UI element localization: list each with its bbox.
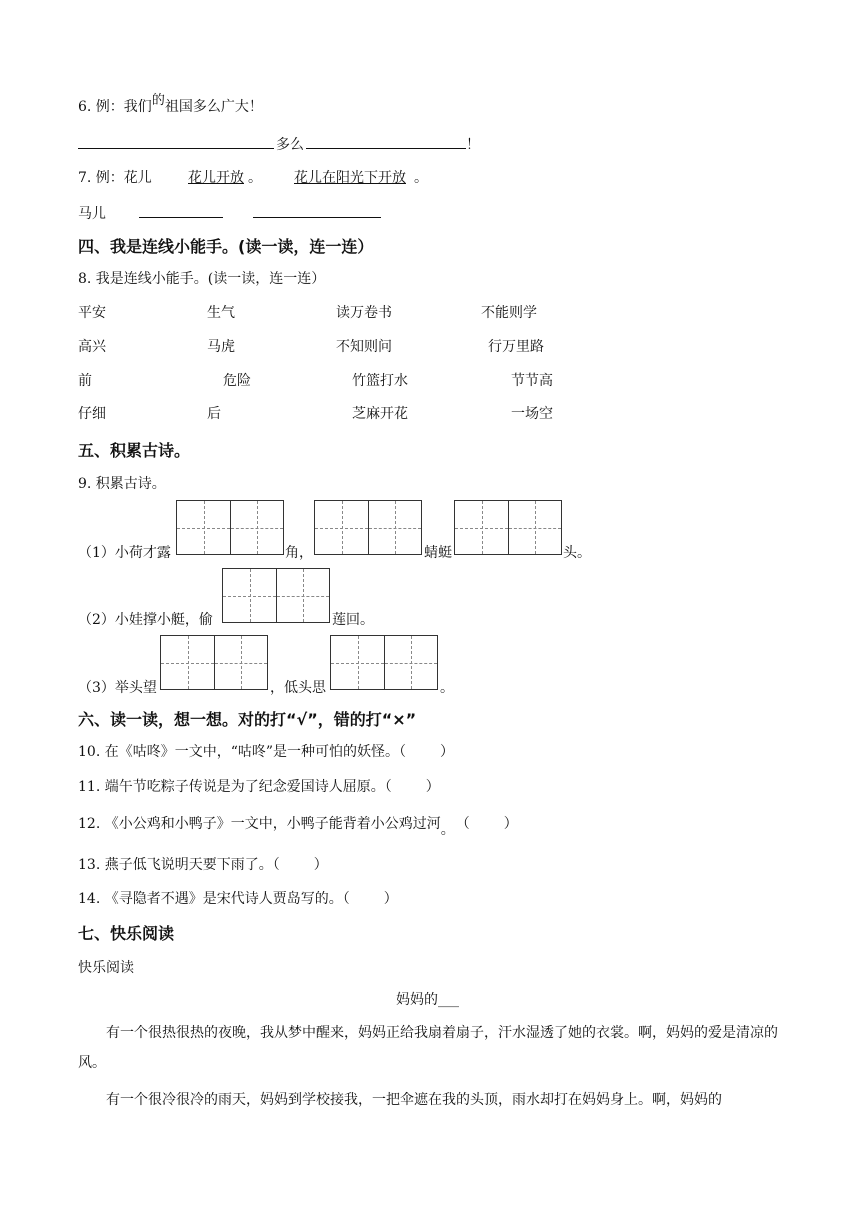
judgement-text: 13. 燕子低飞说明天要下雨了。（ [78,857,280,873]
section-6-heading: 六、读一读，想一想。对的打“√”，错的打“×” [78,710,417,729]
match-word[interactable]: 危险 [223,373,251,389]
tianzi-grid[interactable] [160,635,268,690]
poem-line-2-end: 莲回。 [332,612,374,628]
q7-example-2: 花儿在阳光下开放 [294,170,406,186]
q7-blank-1[interactable] [139,217,223,218]
q6-end-mark: ！ [466,137,480,153]
match-word[interactable]: 仔细 [78,406,106,422]
poem-line-1-end: 头。 [563,545,591,561]
match-word[interactable]: 读万卷书 [336,305,392,321]
judgement-text: 10. 在《咕咚》一文中，“咕咚”是一种可怕的妖怪。（ [78,744,407,760]
judgement-text: 11. 端午节吃粽子传说是为了纪念爱国诗人屈原。（ [78,779,392,795]
paren-close: ） [383,891,398,907]
q6-mid-text: 多么 [276,137,304,153]
paren-close: ） [503,816,518,832]
reading-title: 妈妈的___ [396,992,459,1008]
poem-line-3-mid: ，低头思 [270,680,326,696]
q6-blank-2[interactable] [306,148,466,149]
match-word[interactable]: 马虎 [207,339,235,355]
tianzi-grid[interactable] [454,500,562,555]
match-word[interactable]: 不能则学 [481,305,537,321]
q7-blank-2[interactable] [253,217,381,218]
tianzi-grid[interactable] [176,500,284,555]
q9-prompt: 9. 积累古诗。 [78,476,166,492]
tianzi-grid[interactable] [222,568,330,623]
q7-period-1: 。 [248,170,262,186]
q7-label: 7. 例：花儿 [78,170,152,186]
paren-close: ） [425,779,440,795]
tianzi-grid[interactable] [330,635,438,690]
q7-subject: 马儿 [78,206,106,222]
reading-paragraph-2: 有一个很冷很冷的雨天，妈妈到学校接我，一把伞遮在我的头顶，雨水却打在妈妈身上。啊，妈妈的 [106,1092,722,1108]
match-word[interactable]: 节节高 [511,373,553,389]
match-word[interactable]: 生气 [207,305,235,321]
match-word[interactable]: 平安 [78,305,106,321]
q7-period-2: 。 [414,170,428,186]
match-word[interactable]: 后 [207,406,221,422]
q6-superscript: 的 [151,93,165,108]
match-word[interactable]: 前 [78,373,92,389]
judgement-item [78,813,518,838]
q7-example-1: 花儿开放 [188,170,244,186]
q6-blank-1[interactable] [78,148,274,149]
paren-close: ） [440,744,455,760]
match-word[interactable]: 不知则问 [336,339,392,355]
section-4-heading: 四、我是连线小能手。(读一读，连一连） [78,237,374,256]
poem-line-1-mid: 角， [285,545,313,561]
judgement-item [78,741,454,761]
poem-line-3-start: （3）举头望 [78,680,157,696]
match-word[interactable]: 高兴 [78,339,106,355]
tianzi-grid[interactable] [314,500,422,555]
q8-prompt: 8. 我是连线小能手。(读一读，连一连） [78,271,326,287]
match-word[interactable]: 芝麻开花 [352,406,408,422]
poem-line-1-word: 蜻蜓 [424,545,452,561]
poem-line-1-start: （1）小荷才露 [78,545,171,561]
reading-subtitle: 快乐阅读 [78,960,134,976]
period: 。 [440,822,455,838]
reading-paragraph-1: 有一个很热很热的夜晚，我从梦中醒来，妈妈正给我扇着扇子，汗水湿透了她的衣裳。啊，妈妈的爱是清凉的风。 [78,1025,778,1071]
q6-example [78,93,263,116]
judgement-item [78,888,398,908]
q6-suffix: 祖国多么广大！ [164,99,263,115]
match-word[interactable]: 行万里路 [488,339,544,355]
section-7-heading: 七、快乐阅读 [78,924,175,943]
judgement-text: 14. 《寻隐者不遇》是宋代诗人贾岛写的。（ [78,891,350,907]
paren-open: （ [462,816,470,832]
poem-line-3-end: 。 [440,680,454,696]
q6-prefix: 6. 例：我们 [78,99,152,115]
judgement-text: 12. 《小公鸡和小鸭子》一文中，小鸭子能背着小公鸡过河 [78,816,441,832]
match-word[interactable]: 一场空 [511,406,553,422]
section-5-heading: 五、积累古诗。 [78,441,191,460]
match-word[interactable]: 竹篮打水 [352,373,408,389]
judgement-item [78,776,440,796]
judgement-item [78,854,328,874]
paren-close: ） [313,857,328,873]
poem-line-2-start: （2）小娃撑小艇，偷 [78,612,213,628]
